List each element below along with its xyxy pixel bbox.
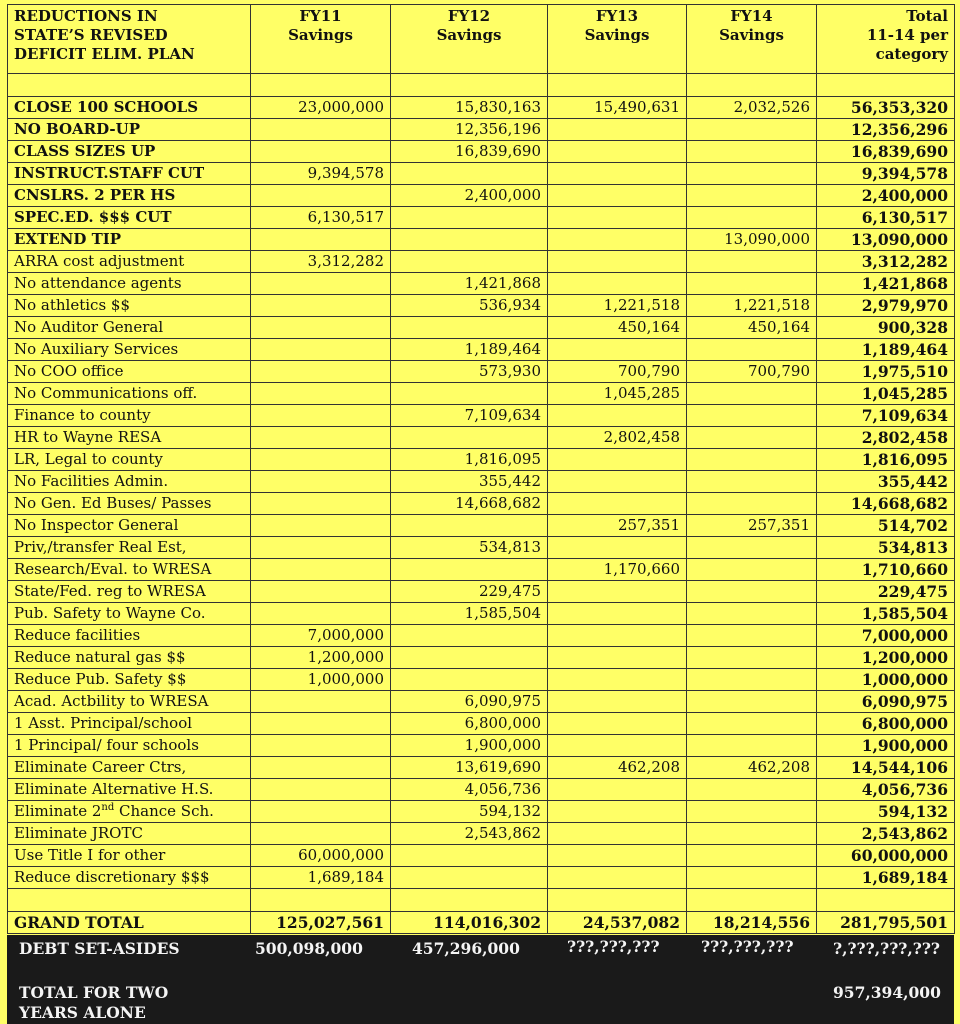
row-fy12: 1,421,868: [391, 273, 548, 295]
row-fy11: [251, 229, 391, 251]
row-fy13: [548, 647, 687, 669]
row-fy13: [548, 669, 687, 691]
row-total: 900,328: [817, 317, 955, 339]
row-label: Eliminate Alternative H.S.: [8, 779, 251, 801]
row-total: 4,056,736: [817, 779, 955, 801]
spacer-row: [8, 889, 955, 912]
row-fy12: 2,400,000: [391, 185, 548, 207]
header-total: [817, 5, 955, 74]
row-fy13: [548, 713, 687, 735]
table-row: [8, 471, 955, 493]
title-line-3: DEFICIT ELIM. PLAN: [14, 45, 195, 63]
header-total-line2: 11-14 per: [866, 26, 948, 44]
row-fy11: [251, 295, 391, 317]
table-row: [8, 713, 955, 735]
row-fy11: [251, 735, 391, 757]
table-row: [8, 427, 955, 449]
row-total: 7,000,000: [817, 625, 955, 647]
row-label: State/Fed. reg to WRESA: [8, 581, 251, 603]
header-fy12: [391, 5, 548, 74]
row-fy14: [687, 845, 817, 867]
row-fy13: [548, 251, 687, 273]
header-total-line1: Total: [906, 7, 948, 25]
row-fy14: [687, 405, 817, 427]
table-row: [8, 251, 955, 273]
grand-total-fy12: 114,016,302: [391, 912, 548, 934]
row-fy11: [251, 823, 391, 845]
row-fy12: 7,109,634: [391, 405, 548, 427]
row-fy14: [687, 713, 817, 735]
row-total: 1,421,868: [817, 273, 955, 295]
debt-fy11: 500,098,000: [255, 939, 363, 958]
header-fy11: [251, 5, 391, 74]
row-fy12: 6,090,975: [391, 691, 548, 713]
header-row: [8, 5, 955, 74]
row-fy13: [548, 207, 687, 229]
header-fy12-line1: FY12: [447, 7, 491, 25]
row-fy11: [251, 779, 391, 801]
row-fy11: [251, 757, 391, 779]
row-total: 1,189,464: [817, 339, 955, 361]
row-fy14: [687, 779, 817, 801]
title-line-2: STATE’S REVISED: [14, 26, 168, 44]
row-fy14: [687, 119, 817, 141]
row-fy14: [687, 471, 817, 493]
row-total: 1,816,095: [817, 449, 955, 471]
header-total-line3: category: [875, 45, 948, 63]
row-fy11: [251, 801, 391, 823]
row-fy11: 1,000,000: [251, 669, 391, 691]
header-fy11-line2: Savings: [288, 26, 353, 44]
table-row: [8, 779, 955, 801]
row-fy11: [251, 405, 391, 427]
row-total: 2,802,458: [817, 427, 955, 449]
header-fy13: [548, 5, 687, 74]
row-fy13: 1,045,285: [548, 383, 687, 405]
row-total: 1,975,510: [817, 361, 955, 383]
row-total: 1,585,504: [817, 603, 955, 625]
grand-total-row: [8, 912, 955, 934]
two-years-total: 957,394,000: [833, 983, 941, 1002]
row-label: No attendance agents: [8, 273, 251, 295]
table-row: [8, 163, 955, 185]
row-label: EXTEND TIP: [8, 229, 251, 251]
row-fy14: [687, 603, 817, 625]
row-fy13: [548, 339, 687, 361]
row-fy13: [548, 141, 687, 163]
row-total: 2,400,000: [817, 185, 955, 207]
row-fy12: 12,356,196: [391, 119, 548, 141]
header-fy14-line1: FY14: [730, 7, 773, 25]
table-row: [8, 383, 955, 405]
row-total: 16,839,690: [817, 141, 955, 163]
row-fy12: 594,132: [391, 801, 548, 823]
row-label: No Inspector General: [8, 515, 251, 537]
row-fy13: [548, 801, 687, 823]
title-line-1: REDUCTIONS IN: [14, 7, 158, 25]
row-total: 2,979,970: [817, 295, 955, 317]
row-fy14: [687, 581, 817, 603]
row-fy11: 1,200,000: [251, 647, 391, 669]
row-fy14: [687, 537, 817, 559]
table-row: [8, 625, 955, 647]
row-total: 1,045,285: [817, 383, 955, 405]
row-fy12: [391, 669, 548, 691]
row-fy13: [548, 273, 687, 295]
row-fy12: [391, 317, 548, 339]
row-fy14: [687, 207, 817, 229]
row-fy13: 15,490,631: [548, 97, 687, 119]
debt-fy14: ???,???,???: [701, 937, 794, 956]
row-total: 1,200,000: [817, 647, 955, 669]
row-fy13: [548, 603, 687, 625]
row-fy12: 6,800,000: [391, 713, 548, 735]
row-label: NO BOARD-UP: [8, 119, 251, 141]
row-fy14: 462,208: [687, 757, 817, 779]
row-total: 14,668,682: [817, 493, 955, 515]
row-fy11: [251, 603, 391, 625]
row-fy13: 1,221,518: [548, 295, 687, 317]
table-row: [8, 273, 955, 295]
row-total: 14,544,106: [817, 757, 955, 779]
row-fy11: [251, 537, 391, 559]
table-row: [8, 603, 955, 625]
row-fy13: [548, 471, 687, 493]
row-total: 1,000,000: [817, 669, 955, 691]
table-row: [8, 867, 955, 889]
row-fy13: [548, 405, 687, 427]
row-total: 2,543,862: [817, 823, 955, 845]
table-row: [8, 559, 955, 581]
row-label: No Facilities Admin.: [8, 471, 251, 493]
row-fy14: [687, 867, 817, 889]
row-fy11: 7,000,000: [251, 625, 391, 647]
row-fy11: 6,130,517: [251, 207, 391, 229]
table-row: [8, 493, 955, 515]
row-label: CNSLRS. 2 PER HS: [8, 185, 251, 207]
row-fy13: 450,164: [548, 317, 687, 339]
row-fy13: 1,170,660: [548, 559, 687, 581]
row-label: HR to Wayne RESA: [8, 427, 251, 449]
row-fy14: [687, 141, 817, 163]
row-label: 1 Asst. Principal/school: [8, 713, 251, 735]
row-fy13: 462,208: [548, 757, 687, 779]
table-row: [8, 229, 955, 251]
row-label: CLOSE 100 SCHOOLS: [8, 97, 251, 119]
debt-label: DEBT SET-ASIDES: [19, 939, 180, 958]
row-label: 1 Principal/ four schools: [8, 735, 251, 757]
table-row: [8, 691, 955, 713]
row-label: Eliminate 2nd Chance Sch.: [8, 801, 251, 823]
row-label: Eliminate Career Ctrs,: [8, 757, 251, 779]
row-fy12: 1,900,000: [391, 735, 548, 757]
row-fy14: 450,164: [687, 317, 817, 339]
row-fy12: [391, 207, 548, 229]
table-row: [8, 317, 955, 339]
row-total: 534,813: [817, 537, 955, 559]
row-fy11: 9,394,578: [251, 163, 391, 185]
row-fy11: 60,000,000: [251, 845, 391, 867]
debt-fy12: 457,296,000: [412, 939, 520, 958]
row-fy11: [251, 515, 391, 537]
row-total: 3,312,282: [817, 251, 955, 273]
row-total: 13,090,000: [817, 229, 955, 251]
row-fy14: 2,032,526: [687, 97, 817, 119]
row-fy13: [548, 493, 687, 515]
row-fy14: [687, 647, 817, 669]
row-label: No Auxiliary Services: [8, 339, 251, 361]
row-fy12: 1,585,504: [391, 603, 548, 625]
row-label: No COO office: [8, 361, 251, 383]
row-fy11: [251, 273, 391, 295]
row-fy12: 15,830,163: [391, 97, 548, 119]
debt-total: ?,???,???,???: [833, 939, 941, 958]
row-label: Reduce natural gas $$: [8, 647, 251, 669]
row-fy14: [687, 251, 817, 273]
row-label: No Communications off.: [8, 383, 251, 405]
row-fy12: [391, 867, 548, 889]
row-fy12: [391, 625, 548, 647]
grand-total-fy11: 125,027,561: [251, 912, 391, 934]
row-label: SPEC.ED. $$$ CUT: [8, 207, 251, 229]
grand-total-fy14: 18,214,556: [687, 912, 817, 934]
header-fy13-line2: Savings: [584, 26, 650, 44]
row-fy14: [687, 691, 817, 713]
row-label: LR, Legal to county: [8, 449, 251, 471]
row-fy14: [687, 273, 817, 295]
row-fy12: [391, 427, 548, 449]
row-fy11: [251, 339, 391, 361]
row-fy13: [548, 119, 687, 141]
row-label: Eliminate JROTC: [8, 823, 251, 845]
table-row: [8, 295, 955, 317]
table-row: [8, 207, 955, 229]
row-fy12: 2,543,862: [391, 823, 548, 845]
row-label: Priv,/transfer Real Est,: [8, 537, 251, 559]
grand-total-fy13: 24,537,082: [548, 912, 687, 934]
row-fy14: [687, 493, 817, 515]
row-fy12: 16,839,690: [391, 141, 548, 163]
row-total: 56,353,320: [817, 97, 955, 119]
row-fy11: [251, 493, 391, 515]
row-total: 9,394,578: [817, 163, 955, 185]
row-fy11: [251, 449, 391, 471]
row-total: 229,475: [817, 581, 955, 603]
row-label: INSTRUCT.STAFF CUT: [8, 163, 251, 185]
header-fy13-line1: FY13: [595, 7, 639, 25]
row-fy12: [391, 251, 548, 273]
row-fy11: 1,689,184: [251, 867, 391, 889]
row-fy13: [548, 735, 687, 757]
row-label: Acad. Actbility to WRESA: [8, 691, 251, 713]
row-total: 514,702: [817, 515, 955, 537]
row-total: 594,132: [817, 801, 955, 823]
row-fy13: [548, 163, 687, 185]
row-total: 6,130,517: [817, 207, 955, 229]
table-row: [8, 449, 955, 471]
spacer-row: [8, 74, 955, 97]
row-fy14: 1,221,518: [687, 295, 817, 317]
row-fy11: [251, 141, 391, 163]
row-fy13: 257,351: [548, 515, 687, 537]
row-fy13: [548, 449, 687, 471]
row-label: ARRA cost adjustment: [8, 251, 251, 273]
row-fy11: [251, 427, 391, 449]
header-fy11-line1: FY11: [299, 7, 342, 25]
table-row: [8, 119, 955, 141]
row-fy11: 3,312,282: [251, 251, 391, 273]
row-fy11: [251, 383, 391, 405]
row-total: 355,442: [817, 471, 955, 493]
row-label: Finance to county: [8, 405, 251, 427]
grand-total-total: 281,795,501: [817, 912, 955, 934]
two-years-label-line1: TOTAL FOR TWO: [19, 983, 169, 1002]
row-label: Use Title I for other: [8, 845, 251, 867]
row-fy12: 229,475: [391, 581, 548, 603]
header-fy14: [687, 5, 817, 74]
row-fy14: [687, 427, 817, 449]
row-fy14: [687, 735, 817, 757]
table-row: [8, 823, 955, 845]
row-fy14: [687, 823, 817, 845]
row-fy13: [548, 823, 687, 845]
row-fy11: [251, 713, 391, 735]
table-row: [8, 647, 955, 669]
row-label: Pub. Safety to Wayne Co.: [8, 603, 251, 625]
grand-total-label: GRAND TOTAL: [8, 912, 251, 934]
table-row: [8, 757, 955, 779]
row-fy14: [687, 625, 817, 647]
header-fy14-line2: Savings: [719, 26, 784, 44]
table-row: [8, 185, 955, 207]
row-fy14: 13,090,000: [687, 229, 817, 251]
row-total: 1,689,184: [817, 867, 955, 889]
row-fy13: [548, 185, 687, 207]
row-fy14: [687, 801, 817, 823]
row-total: 1,710,660: [817, 559, 955, 581]
row-fy12: [391, 559, 548, 581]
row-fy12: [391, 845, 548, 867]
row-fy14: [687, 163, 817, 185]
row-fy12: 573,930: [391, 361, 548, 383]
row-fy12: 534,813: [391, 537, 548, 559]
row-label: No athletics $$: [8, 295, 251, 317]
row-total: 6,090,975: [817, 691, 955, 713]
table-row: [8, 537, 955, 559]
debt-band: [7, 935, 954, 1024]
table-row: [8, 669, 955, 691]
row-total: 12,356,296: [817, 119, 955, 141]
row-fy14: 257,351: [687, 515, 817, 537]
row-fy13: 700,790: [548, 361, 687, 383]
row-fy12: [391, 515, 548, 537]
row-label: Research/Eval. to WRESA: [8, 559, 251, 581]
header-fy12-line2: Savings: [436, 26, 502, 44]
table-row: [8, 581, 955, 603]
row-fy11: [251, 471, 391, 493]
row-label: Reduce facilities: [8, 625, 251, 647]
row-fy13: [548, 691, 687, 713]
row-total: 60,000,000: [817, 845, 955, 867]
table-row: [8, 845, 955, 867]
table-row: [8, 801, 955, 823]
row-fy12: 1,816,095: [391, 449, 548, 471]
row-fy14: [687, 383, 817, 405]
row-fy11: [251, 581, 391, 603]
row-fy12: [391, 229, 548, 251]
row-fy11: [251, 119, 391, 141]
table-row: [8, 141, 955, 163]
row-total: 1,900,000: [817, 735, 955, 757]
table-row: [8, 361, 955, 383]
row-fy12: 536,934: [391, 295, 548, 317]
table-row: [8, 97, 955, 119]
row-fy11: [251, 185, 391, 207]
row-label: Reduce Pub. Safety $$: [8, 669, 251, 691]
row-fy12: 355,442: [391, 471, 548, 493]
row-fy14: [687, 559, 817, 581]
row-label: Reduce discretionary $$$: [8, 867, 251, 889]
row-fy13: [548, 867, 687, 889]
table-title: [8, 5, 251, 74]
row-fy12: 14,668,682: [391, 493, 548, 515]
row-fy14: [687, 669, 817, 691]
row-fy12: 1,189,464: [391, 339, 548, 361]
row-fy12: 13,619,690: [391, 757, 548, 779]
row-label: No Gen. Ed Buses/ Passes: [8, 493, 251, 515]
row-fy12: 4,056,736: [391, 779, 548, 801]
debt-fy13: ???,???,???: [567, 937, 660, 956]
table-row: [8, 339, 955, 361]
row-fy13: [548, 845, 687, 867]
row-label: CLASS SIZES UP: [8, 141, 251, 163]
row-total: 6,800,000: [817, 713, 955, 735]
row-fy11: [251, 691, 391, 713]
row-fy12: [391, 383, 548, 405]
two-years-label-line2: YEARS ALONE: [19, 1003, 146, 1022]
row-fy11: 23,000,000: [251, 97, 391, 119]
row-fy14: [687, 449, 817, 471]
row-fy11: [251, 317, 391, 339]
row-fy12: [391, 647, 548, 669]
row-fy13: [548, 779, 687, 801]
row-fy11: [251, 361, 391, 383]
row-fy13: [548, 229, 687, 251]
row-fy13: [548, 537, 687, 559]
table-row: [8, 405, 955, 427]
row-fy13: [548, 581, 687, 603]
row-fy12: [391, 163, 548, 185]
reductions-table: [7, 4, 955, 934]
row-total: 7,109,634: [817, 405, 955, 427]
row-fy13: 2,802,458: [548, 427, 687, 449]
row-fy11: [251, 559, 391, 581]
row-label: No Auditor General: [8, 317, 251, 339]
row-fy14: 700,790: [687, 361, 817, 383]
table-row: [8, 735, 955, 757]
row-fy13: [548, 625, 687, 647]
row-fy14: [687, 185, 817, 207]
table-row: [8, 515, 955, 537]
row-fy14: [687, 339, 817, 361]
